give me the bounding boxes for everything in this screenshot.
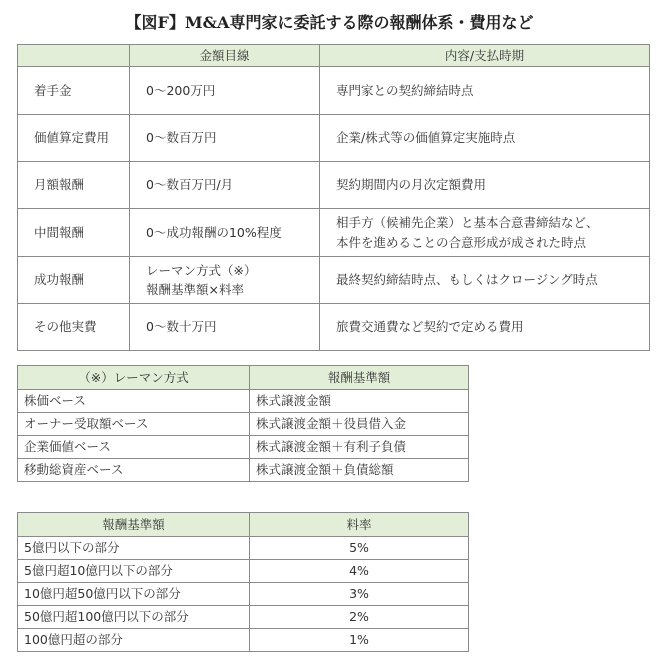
base-amount: 株式譲渡金額＋負債総額 [250, 459, 469, 482]
table-row [18, 606, 469, 629]
header-cell: 金額目線 [130, 45, 320, 67]
fee-name: 中間報酬 [18, 209, 130, 257]
tier-rate: 1% [250, 629, 469, 652]
base-amount: 株式譲渡金額＋役員借入金 [250, 413, 469, 436]
fee-content: 最終契約締結時点、もしくはクロージング時点 [320, 257, 650, 304]
fee-amount-line: 報酬基準額×料率 [146, 282, 244, 297]
table-row [18, 390, 469, 413]
base-type: 株価ベース [18, 390, 250, 413]
table-row [18, 583, 469, 606]
tier-range: 50億円超100億円以下の部分 [18, 606, 250, 629]
fee-amount: 0～数百万円 [130, 115, 320, 162]
fee-content: 旅費交通費など契約で定める費用 [320, 304, 650, 351]
tier-rate: 2% [250, 606, 469, 629]
table-row [18, 629, 469, 652]
header-cell: （※）レーマン方式 [18, 366, 250, 390]
base-type: 企業価値ベース [18, 436, 250, 459]
table-row [18, 436, 469, 459]
table-header-row [18, 513, 469, 537]
fee-amount [130, 257, 320, 304]
tier-range: 100億円超の部分 [18, 629, 250, 652]
table-row [18, 257, 650, 304]
fee-content-line: 相手方（候補先企業）と基本合意書締結など、 [336, 215, 599, 231]
header-cell [18, 45, 130, 67]
tier-rate: 5% [250, 537, 469, 560]
fee-name: 着手金 [18, 67, 130, 115]
tier-range: 10億円超50億円以下の部分 [18, 583, 250, 606]
header-cell: 内容/支払時期 [320, 45, 650, 67]
table-row [18, 115, 650, 162]
fee-name: 価値算定費用 [18, 115, 130, 162]
table-row [18, 162, 650, 209]
fee-content: 企業/株式等の価値算定実施時点 [320, 115, 650, 162]
header-cell: 料率 [250, 513, 469, 537]
table-row [18, 537, 469, 560]
table-row [18, 459, 469, 482]
fee-amount: 0～200万円 [130, 67, 320, 115]
header-cell: 報酬基準額 [18, 513, 250, 537]
base-type: オーナー受取額ベース [18, 413, 250, 436]
fee-content: 契約期間内の月次定額費用 [320, 162, 650, 209]
fee-structure-table [17, 44, 650, 351]
fee-amount: 0～数百万円/月 [130, 162, 320, 209]
fee-name: その他実費 [18, 304, 130, 351]
figure-title: 【図F】M&A専門家に委託する際の報酬体系・費用など [125, 13, 534, 32]
table-header-row [18, 366, 469, 390]
tier-rate: 4% [250, 560, 469, 583]
table-row [18, 209, 650, 257]
tier-range: 5億円以下の部分 [18, 537, 250, 560]
fee-name: 月額報酬 [18, 162, 130, 209]
fee-amount: 0～成功報酬の10%程度 [130, 209, 320, 257]
fee-name: 成功報酬 [18, 257, 130, 304]
table-row [18, 413, 469, 436]
table-row [18, 304, 650, 351]
header-cell: 報酬基準額 [250, 366, 469, 390]
fee-amount: 0～数十万円 [130, 304, 320, 351]
tier-range: 5億円超10億円以下の部分 [18, 560, 250, 583]
table-row [18, 560, 469, 583]
tier-rate: 3% [250, 583, 469, 606]
base-amount: 株式譲渡金額 [250, 390, 469, 413]
fee-content: 専門家との契約締結時点 [320, 67, 650, 115]
fee-content [320, 209, 650, 257]
table-header-row [18, 45, 650, 67]
table-row [18, 67, 650, 115]
fee-content-line: 本件を進めることの合意形成が成された時点 [336, 234, 587, 250]
fee-amount-line: レーマン方式（※） [146, 262, 257, 278]
lehman-method-table [17, 365, 469, 482]
base-type: 移動総資産ベース [18, 459, 250, 482]
fee-rate-table [17, 512, 469, 652]
base-amount: 株式譲渡金額＋有利子負債 [250, 436, 469, 459]
